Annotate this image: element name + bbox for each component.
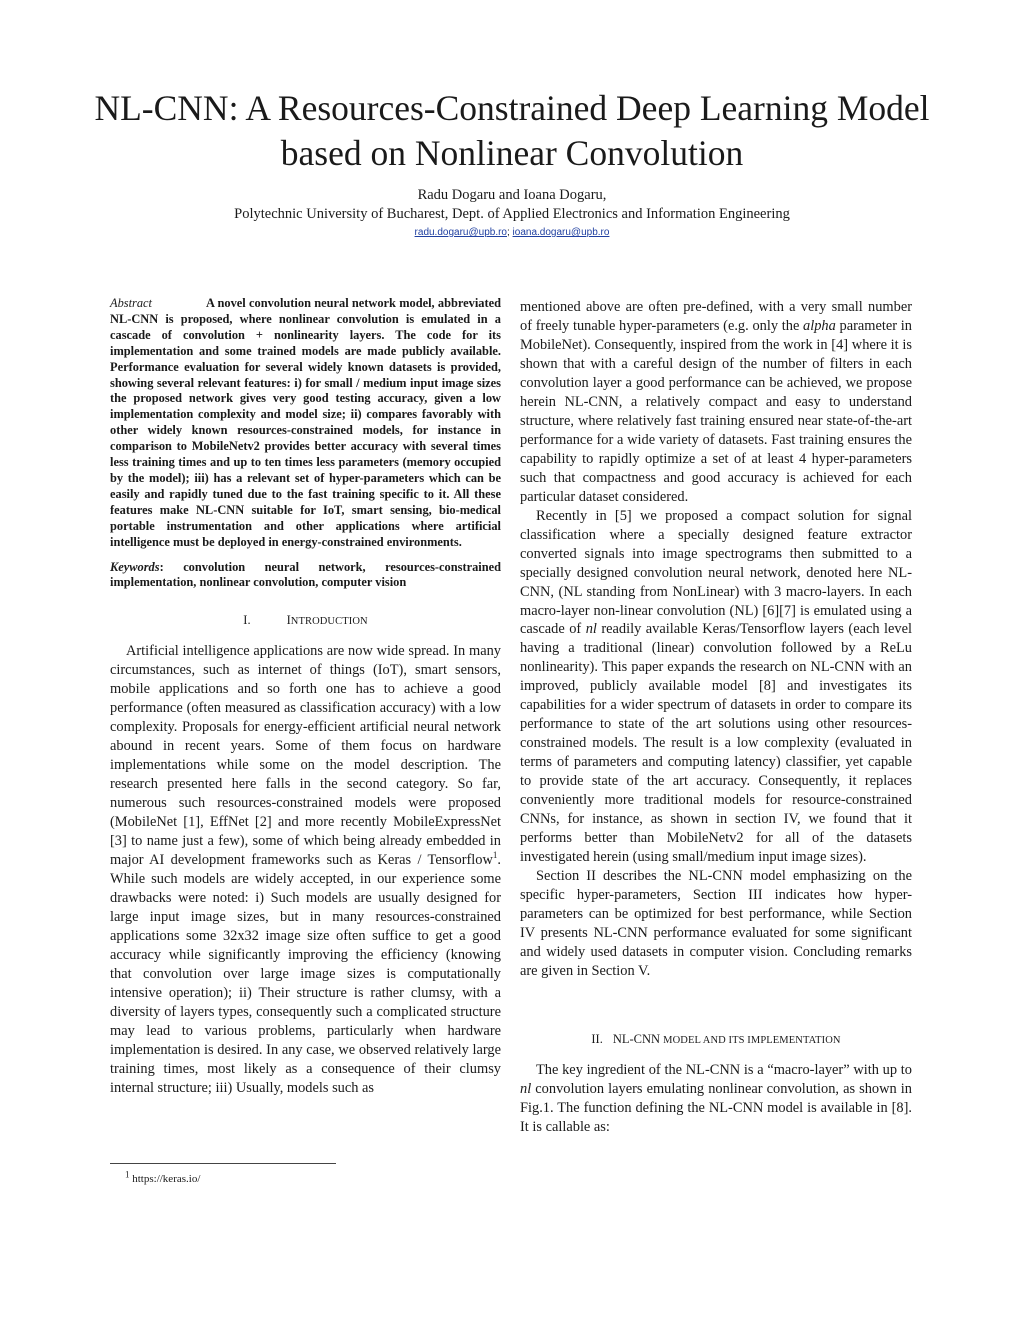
email-link-radu[interactable]: radu.dogaru@upb.ro <box>414 227 507 238</box>
intro-paragraph-1-continued: mentioned above are often pre-defined, with a very small number of freely tunable hyper-parameters (e.g. only the alpha parameter in MobileNet). Consequently, inspired from the work in [4] where it is shown that with a careful design of the number of filters in each convolution layer a good performance can be achieved, we propose herein NL-CNN, a relatively compact and easy to understand structure, where relatively fast training ensured near state-of-the-art performance for a wide variety of datasets. Fast training ensures the capability to rapidly optimize a set of at least 4 hyper-parameters such that compactness and good accuracy is achieved for each particular dataset considered. <box>520 299 912 505</box>
section-heading-model <box>520 1031 912 1049</box>
section-number: I. <box>243 613 251 628</box>
intro-paragraph-1: Artificial intelligence applications are now wide spread. In many circumstances, such as internet of things (IoT), smart sensors, mobile applications and so forth one has to achieve a good performance (often measured as classification accuracy) with a low complexity. Proposals for energy-efficient artificial neural network abound in recent years. Some of them focus on hardware implementations while some on the model description. The research presented here falls in the second category. So far, numerous such resources-constrained models were proposed (MobileNet [1], EffNet [2] and more recently MobileExpressNet [3] to name just a few), some of which being already embedded in major AI development frameworks such as Keras / Tensorflow$^1$. While such models are widely accepted, in our experience some drawbacks were noted: i) Such models are usually designed for large input image sizes, but in many resources-constrained applications some 32x32 image size often suffice to get a good accuracy while significantly improving the efficiency (knowing that convolution over large image sizes is computationally intensive operation); ii) Their structure is rather clumsy, with a diversity of layers types, consequently such a complicated structure may lead to various problems, particularly when hardware implementation is desired. In any case, we observed relatively large training times, most likely as a consequence of their clumsy internal structure; iii) Usually, models such as <box>110 643 501 1096</box>
footnote-number: 1 <box>125 1169 130 1180</box>
footnote-rule <box>110 1163 336 1164</box>
section-number: II. <box>591 1031 603 1046</box>
keywords-text: convolution neural network, resources-constrained implementation, nonlinear convolution, computer vision <box>110 559 501 590</box>
author-emails <box>90 226 934 240</box>
abstract-text: A novel convolution neural network model, abbreviated NL-CNN is proposed, where nonlinear convolution is emulated in a cascade of convolution + nonlinearity layers. The code for its implementation and some trained models are made publicly available. Performance evaluation for several widely known datasets is provided, showing several relevant features: i) for small / medium input image sizes the proposed network gives very good testing accuracy, given a low implementation complexity and model size; ii) compares favorably with other widely known resources-constrained models, for instance in comparison to MobileNetv2 provides better accuracy with several times less training times and up to ten times less parameters (memory occupied by the model); iii) has a relevant set of hyper-parameters which can be easily and rapidly tuned due to the fast training specific to it. All these features make NL-CNN suitable for IoT, smart sensing, bio-medical portable instrumentation and other applications where artificial intelligence must be deployed in energy-constrained environments. <box>110 296 501 549</box>
intro-paragraph-2: Recently in [5] we proposed a compact solution for signal classification where a specially designed feature extractor converted signals into image spectrograms then submitted to a specially designed convolution neural network, denoted here NL-CNN, (NL standing from NonLinear) with 3 macro-layers. In each macro-layer non-linear convolution (NL) [6][7] is emulated using a cascade of nl readily available Keras/Tensorflow layers (each level having a traditional (linear) convolution followed by a ReLu nonlinearity). This paper expands the research on NL-CNN with an improved, publicly available model [8] and investigates its capabilities for a wider spectrum of datasets in order to compare its performance to state of the art solutions using other resources-constrained models. The result is a low complexity (evaluated in terms of parameters and computing latency) classifier, yet capable to provide state of the art accuracy. Consequently, it replaces conveniently more traditional models for resource-constrained CNNs, for instance, as shown in section IV, we found that it performs better than MobileNetv2 for all of the datasets investigated herein (using small/medium input image sizes). <box>520 507 913 866</box>
email-separator: ; <box>506 227 510 238</box>
author-list: Radu Dogaru and Ioana Dogaru, <box>417 187 607 203</box>
footnote-text: https://keras.io/ <box>132 1173 201 1185</box>
abstract-label: Abstract <box>110 296 152 310</box>
right-column <box>520 298 912 1137</box>
email-link-ioana[interactable]: ioana.dogaru@upb.ro <box>512 227 610 238</box>
section-heading-introduction <box>110 612 501 630</box>
intro-paragraph-3: Section II describes the NL-CNN model emphasizing on the specific hyper-parameters, Section III indicates how hyper-parameters can be optimized for best performance, while Section IV presents NL-CNN performance evaluated for some significant and widely used datasets in computer vision. Concluding remarks are given in Section V. <box>520 868 912 979</box>
affiliation: Polytechnic University of Bucharest, Dept. of Applied Electronics and Information Engineering <box>234 206 790 222</box>
footnote <box>125 1169 201 1186</box>
keywords-label: Keywords <box>110 559 160 574</box>
paper-title: NL-CNN: A Resources-Constrained Deep Learning Model based on Nonlinear Convolution <box>94 88 930 173</box>
section-title: MODEL AND ITS IMPLEMENTATION <box>663 1034 841 1046</box>
section-title: NTRODUCTION <box>290 616 368 628</box>
abstract <box>110 296 501 551</box>
keywords-colon: : <box>159 559 164 574</box>
footnote-marker: 1 <box>492 850 498 861</box>
left-column <box>110 296 501 1098</box>
keywords <box>110 560 501 592</box>
section-title-initial: I <box>286 613 291 628</box>
section-title-prefix: NL-CNN <box>612 1031 661 1046</box>
model-paragraph-1: The key ingredient of the NL-CNN is a “macro-layer” with up to nl convolution layers emulating nonlinear convolution, as shown in Fig.1. The function defining the NL-CNN model is available in [8]. It is callable as: <box>520 1061 912 1135</box>
